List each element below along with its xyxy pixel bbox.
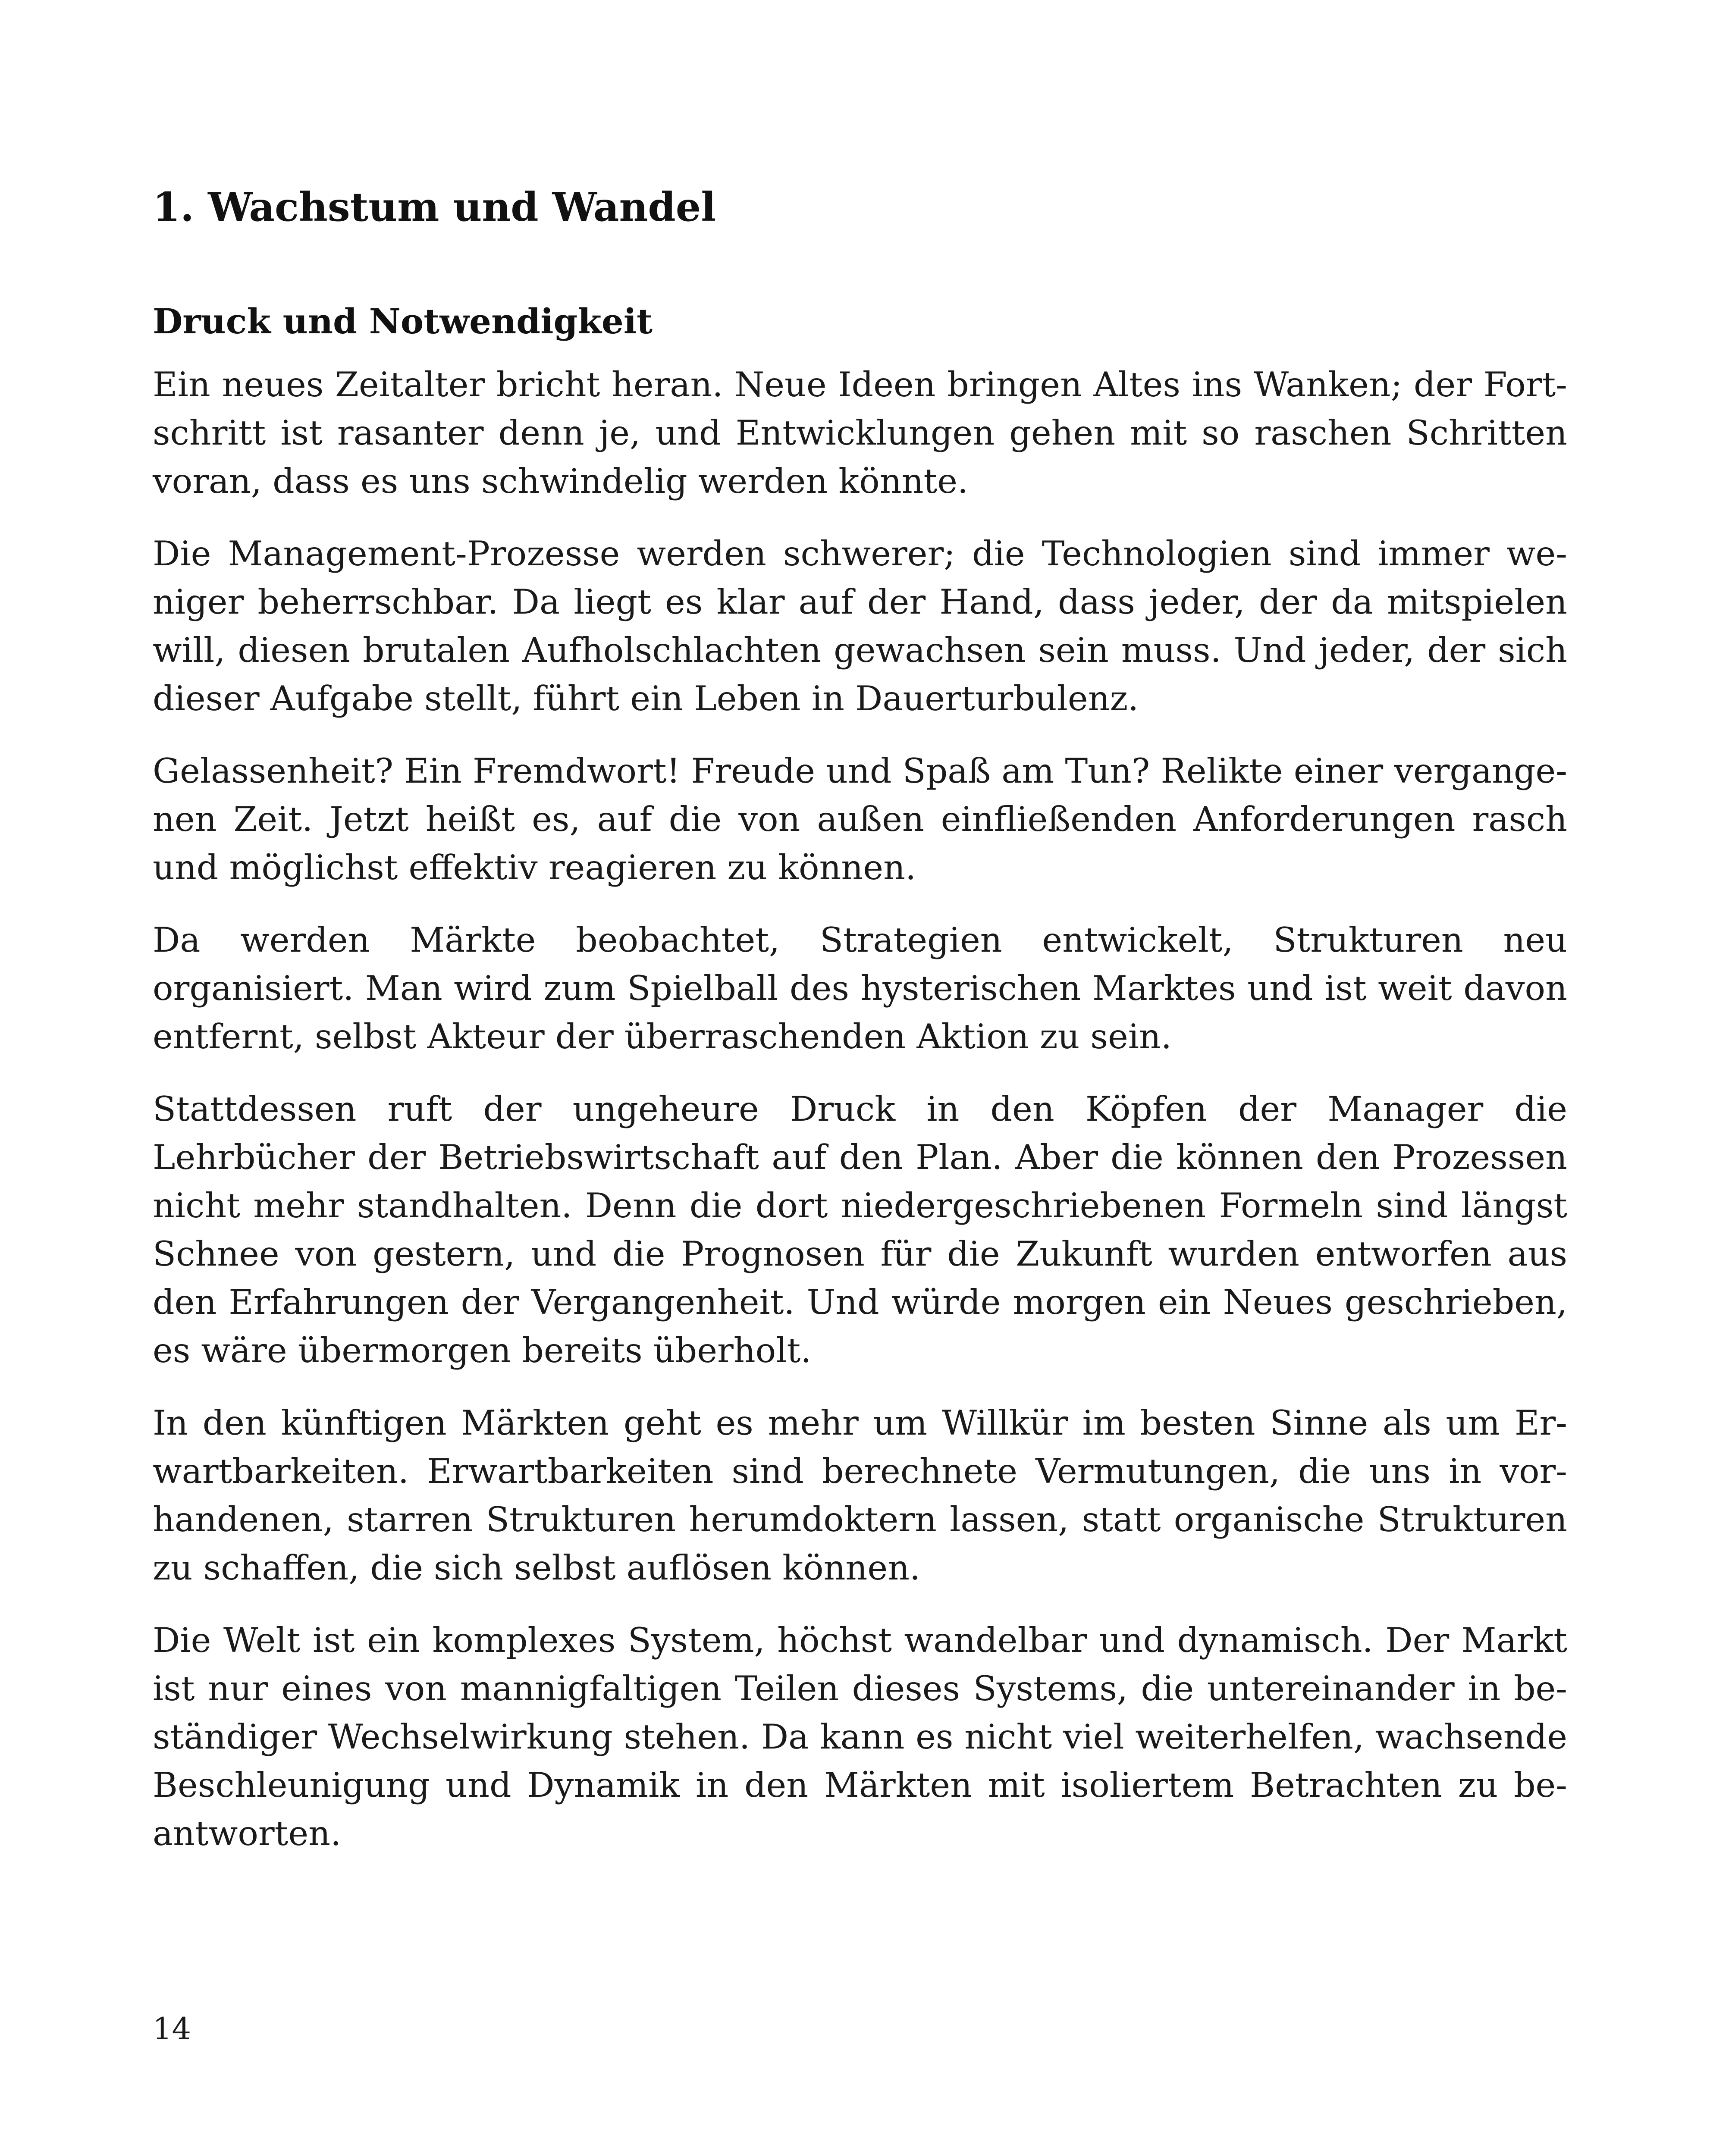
paragraph: In den künftigen Märkten geht es mehr um Willkür im besten Sinne als um Erwartbarkeiten. Erwartbarkeiten sind berechnete Vermutungen, die uns in vorhandenen, starren Strukturen herumdoktern lassen, statt organische Strukturen zu schaffen, die sich selbst auflösen können.	[153, 1403, 1567, 1588]
section-title: Druck und Notwendigkeit	[153, 301, 653, 342]
page-content	[153, 181, 1567, 1882]
paragraph: Gelassenheit? Ein Fremdwort! Freude und Spaß am Tun? Relikte einer vergangenen Zeit. Jetzt heißt es, auf die von außen einfließenden Anforderungen rasch und möglichst effektiv reagieren zu können.	[153, 751, 1567, 887]
paragraph: Stattdessen ruft der ungeheure Druck in den Köpfen der Manager die Lehrbücher der Betriebswirtschaft auf den Plan. Aber die können den Prozessen nicht mehr standhalten. Denn die dort niedergeschriebenen Formeln sind längst Schnee von gestern, und die Prognosen für die Zukunft wurden entworfen aus den Erfahrungen der Vergangenheit. Und würde morgen ein Neues geschrieben, es wäre übermorgen bereits überholt.	[153, 1089, 1567, 1370]
paragraph: Die Welt ist ein komplexes System, höchst wandelbar und dynamisch. Der Markt ist nur eines von mannigfaltigen Teilen dieses Systems, die untereinander in beständiger Wechselwirkung stehen. Da kann es nicht viel weiterhelfen, wachsende Beschleunigung und Dynamik in den Märkten mit isoliertem Betrachten zu beantworten.	[153, 1620, 1567, 1853]
page-number: 14	[153, 2011, 191, 2046]
paragraph: Ein neues Zeitalter bricht heran. Neue Ideen bringen Altes ins Wanken; der Fortschritt ist rasanter denn je, und Entwicklungen gehen mit so raschen Schritten voran, dass es uns schwindelig werden könnte.	[153, 365, 1567, 501]
paragraph: Da werden Märkte beobachtet, Strategien entwickelt, Strukturen neu organisiert. Man wird zum Spielball des hysterischen Marktes und ist weit davon entfernt, selbst Akteur der überraschenden Aktion zu sein.	[153, 920, 1567, 1056]
chapter-title: 1. Wachstum und Wandel	[153, 184, 716, 230]
paragraph: Die Management-Prozesse werden schwerer; die Technologien sind immer weniger beherrschbar. Da liegt es klar auf der Hand, dass jeder, der da mitspielen will, diesen brutalen Aufholschlachten gewachsen sein muss. Und jeder, der sich dieser Aufgabe stellt, führt ein Leben in Dauerturbulenz.	[153, 534, 1567, 718]
